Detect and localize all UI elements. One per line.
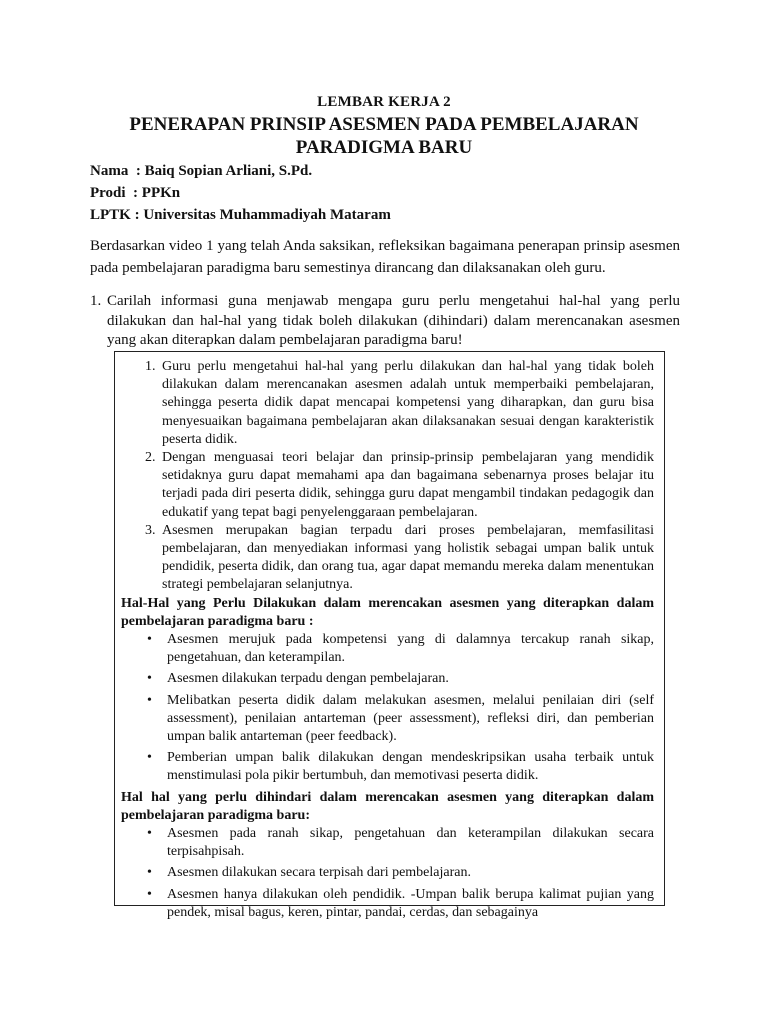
do-item-text: Asesmen merujuk pada kompetensi yang di dalamnya tercakup ranah sikap, pengetahuan, dan keterampilan. (167, 632, 654, 666)
bullet-icon: • (147, 750, 152, 766)
do-item (147, 670, 654, 688)
title-line-2: PARADIGMA BARU (295, 137, 473, 158)
reason-item: 3. Asesmen merupakan bagian terpadu dari proses pembelajaran, memfasilitasi pembelajaran, dan menyediakan informasi yang holistik sebagai umpan balik untuk pendidik, peserta didik, dan orang tua, agar dapat memandu mereka dalam menentukan strategi pembelajaran selanjutnya. (159, 522, 654, 595)
answer-box (114, 351, 665, 920)
avoid-list (121, 825, 654, 922)
bullet-icon: • (147, 671, 152, 687)
do-item (147, 631, 654, 667)
question-text: Carilah informasi guna menjawab mengapa guru perlu mengetahui hal-hal yang perlu dilakukan dan hal-hal yang tidak boleh dilakukan (dihindari) dalam merencanakan asesmen yang akan diterapkan dalam pembelajaran paradigma baru! (107, 293, 680, 348)
do-heading: Hal-Hal yang Perlu Dilakukan dalam merencakan asesmen yang diterapkan dalam pembelajaran paradigma baru : (121, 595, 654, 629)
avoid-item-text: Asesmen dilakukan secara terpisah dari pembelajaran. (167, 865, 471, 881)
avoid-item-text: Asesmen hanya dilakukan oleh pendidik. -Umpan balik berupa kalimat pujian yang pendek, misal bagus, keren, pintar, pandai, cerdas, dan sebagainya (167, 886, 654, 920)
bullet-icon: • (147, 826, 152, 842)
author-name: Nama : Baiq Sopian Arliani, S.Pd. (90, 163, 313, 179)
do-item-text: Melibatkan peserta didik dalam melakukan asesmen, melalui penilaian diri (self assessment), penilaian antarteman (peer assessment), refleksi diri, dan pemberian umpan balik antarteman (peer feedback). (167, 692, 654, 745)
do-item (147, 692, 654, 747)
do-item-text: Asesmen dilakukan terpadu dengan pembelajaran. (167, 671, 449, 687)
bullet-icon: • (147, 886, 152, 902)
reason-item: 1. Guru perlu mengetahui hal-hal yang perlu dilakukan dan hal-hal yang tidak boleh dilakukan dalam merencanakan asesmen adalah untuk memperbaiki pembelajaran, sehingga peserta didik dapat mencapai kompetensi yang diharapkan, dan guru bisa menyesuaikan bagaimana pembelajaran akan dilaksanakan sesuai dengan karakteristik peserta didik. (159, 358, 654, 449)
bullet-icon: • (147, 865, 152, 881)
author-info (90, 160, 391, 226)
document-title (100, 113, 668, 159)
question-1 (90, 292, 680, 351)
avoid-heading: Hal hal yang perlu dihindari dalam merencakan asesmen yang diterapkan dalam pembelajaran paradigma baru: (121, 789, 654, 823)
question-number: 1. (90, 293, 102, 309)
avoid-item-text: Asesmen pada ranah sikap, pengetahuan dan keterampilan dilakukan secara terpisahpisah. (167, 826, 654, 860)
do-item (147, 749, 654, 785)
title-line-1: PENERAPAN PRINSIP ASESMEN PADA PEMBELAJARAN (129, 114, 639, 135)
do-item-text: Pemberian umpan balik dilakukan dengan mendeskripsikan usaha terbaik untuk menstimulasi pola pikir bertumbuh, dan memotivasi peserta didik. (167, 750, 654, 784)
avoid-item (147, 825, 654, 861)
reasons-list (121, 358, 654, 595)
bullet-icon: • (147, 692, 152, 708)
reason-item: 2. Dengan menguasai teori belajar dan prinsip-prinsip pembelajaran yang mendidik setidaknya guru dapat memahami apa dan bagaimana sebenarnya proses belajar itu terjadi pada diri peserta didik, sehingga guru dapat mengambil tindakan pedagogik dan edukatif yang tepat bagi penyelenggaraan pembelajaran. (159, 449, 654, 522)
avoid-item (147, 886, 654, 922)
study-program: Prodi : PPKn (90, 185, 181, 201)
worksheet-label: LEMBAR KERJA 2 (317, 94, 451, 110)
avoid-item (147, 864, 654, 882)
bullet-icon: • (147, 632, 152, 648)
do-list (121, 631, 654, 786)
instructions-paragraph: Berdasarkan video 1 yang telah Anda saksikan, refleksikan bagaimana penerapan prinsip asesmen pada pembelajaran paradigma baru semestinya dirancang dan dilaksanakan oleh guru. (90, 238, 680, 276)
institution: LPTK : Universitas Muhammadiyah Mataram (90, 207, 391, 223)
